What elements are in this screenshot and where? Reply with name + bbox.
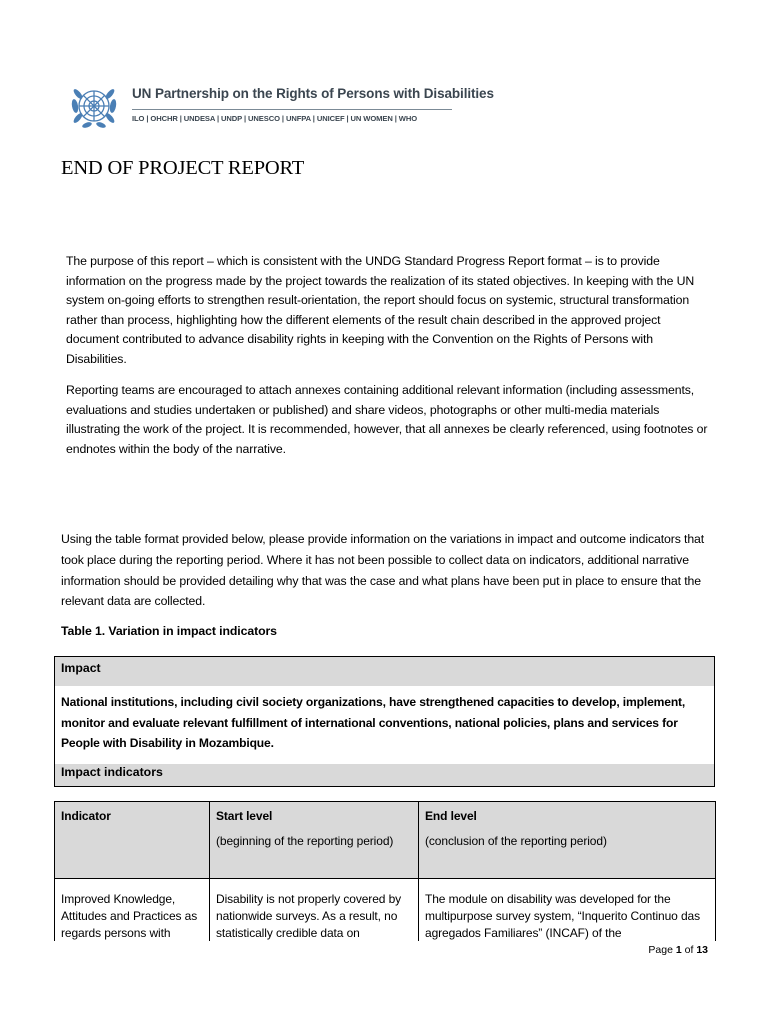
impact-heading: Impact — [61, 661, 101, 675]
column-label: Indicator — [61, 809, 111, 823]
page-bottom-area — [40, 941, 740, 1024]
column-label: End level — [425, 809, 477, 823]
total-pages: 13 — [696, 944, 708, 956]
impact-statement: National institutions, including civil society organizations, have strengthened capacities to develop, implement, monitor and evaluate relevant fulfillment of international conventions, national policies, plans and services for People with Disability in Mozambique. — [61, 695, 686, 750]
start-level-cell: Disability is not properly covered by nationwide surveys. As a result, no statistically credible data on — [210, 879, 419, 966]
column-label: Start level — [216, 809, 273, 823]
impact-heading-row — [55, 657, 714, 686]
column-header-start-level — [210, 802, 419, 879]
column-sublabel: (conclusion of the reporting period) — [425, 834, 607, 848]
table-instructions-paragraph: Using the table format provided below, please provide information on the variations in impact and outcome indicators that took place during the reporting period. Where it has not been possible to collect data on indicators, additional narrative information should be provided detailing why that was the case and what plans have been put in place to ensure that the relevant data are collected. — [61, 532, 705, 609]
un-emblem-icon — [68, 80, 120, 132]
page-number — [648, 944, 708, 956]
purpose-paragraph: The purpose of this report – which is consistent with the UNDG Standard Progress Report format – is to provide information on the progress made by the project towards the realization of its stated objectives. In keeping with the UN system on-going efforts to strengthen result-orientation, the report should focus on systemic, structural transformation rather than process, highlighting how the different elements of the result chain described in the approved project document contributed to advance disability rights in keeping with the Convention on the Rights of Persons with Disabilities. — [66, 254, 695, 366]
impact-indicators-heading-row — [55, 764, 714, 786]
organization-name: UN Partnership on the Rights of Persons with Disabilities — [132, 86, 494, 101]
member-agencies: ILO | OHCHR | UNDESA | UNDP | UNESCO | UNFPA | UNICEF | UN WOMEN | WHO — [132, 114, 418, 123]
impact-table — [54, 656, 715, 787]
document-title: END OF PROJECT REPORT — [61, 157, 305, 179]
of-word: of — [684, 944, 694, 956]
partnership-logo — [68, 78, 494, 138]
column-header-indicator — [55, 802, 210, 879]
impact-indicators-heading: Impact indicators — [61, 765, 163, 779]
column-sublabel: (beginning of the reporting period) — [216, 834, 394, 848]
table-caption: Table 1. Variation in impact indicators — [61, 624, 277, 638]
current-page: 1 — [675, 944, 682, 956]
page-word: Page — [648, 944, 673, 956]
column-header-end-level — [419, 802, 716, 879]
table-header-row — [55, 802, 716, 879]
logo-divider — [132, 109, 452, 110]
indicator-cell: Improved Knowledge, Attitudes and Practices as regards persons with — [55, 879, 210, 966]
end-level-cell: The module on disability was developed for the multipurpose survey system, “Inquerito Continuo das agregados Familiares” (INCAF) of the — [419, 879, 716, 966]
annexes-paragraph: Reporting teams are encouraged to attach annexes containing additional relevant information (including assessments, evaluations and studies undertaken or published) and share videos, photographs or other multi-media materials illustrating the work of the project. It is recommended, however, that all annexes be clearly referenced, using footnotes or endnotes within the body of the narrative. — [66, 383, 708, 456]
